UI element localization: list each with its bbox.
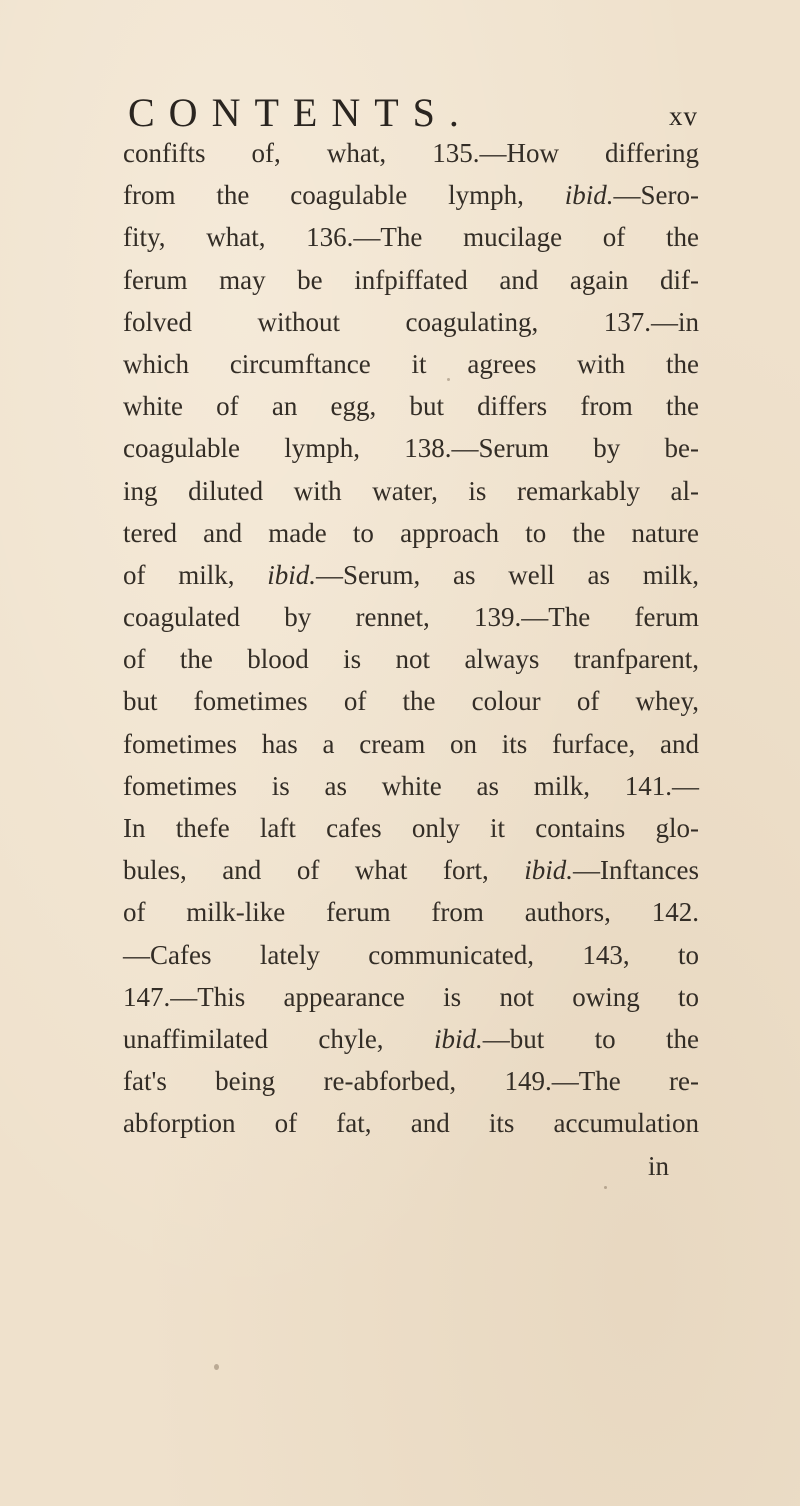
text-segment: of milk-like ferum from authors, 142. [123,897,699,928]
text-segment: fometimes has a cream on its furface, and [123,728,699,759]
paper-speck [447,378,450,381]
text-segment: confifts of, what, 135.—How differing [123,138,699,168]
text-line [123,301,699,343]
italic-text: ibid. [267,559,317,590]
text-segment: ing diluted with water, is remarkably al- [123,475,699,506]
text-line [123,596,699,638]
text-segment: —Serum, as well as milk, [316,559,700,590]
text-line [123,638,699,680]
italic-text: ibid. [524,855,574,886]
text-line [123,132,699,174]
text-segment: 147.—This appearance is not owing to [123,981,699,1012]
text-segment: bules, and of what fort, [123,855,525,886]
body-text [123,132,699,1187]
italic-text: ibid. [433,1023,483,1054]
text-line [123,1102,699,1144]
paper-speck [604,1186,607,1189]
paper-speck [214,1364,219,1370]
catchword: in [647,1150,669,1181]
text-line [123,891,699,933]
text-segment: of the blood is not always tranfparent, [123,644,699,675]
text-line [123,807,699,849]
text-line [123,554,699,596]
text-segment: fat's being re-abforbed, 149.—The re- [123,1066,699,1097]
text-line [123,470,699,512]
text-segment: —Inftances [573,855,699,886]
text-segment: coagulable lymph, 138.—Serum by be- [123,433,699,464]
text-line [123,849,699,891]
text-segment: —Sero- [613,180,699,211]
text-segment: but fometimes of the colour of whey, [123,686,699,717]
text-segment: from the coagulable lymph, [123,180,565,211]
text-segment: which circumftance it agrees with the [123,348,699,379]
text-line [123,174,699,216]
text-segment: of milk, [123,559,268,590]
text-line [123,216,699,258]
running-head [128,88,698,138]
page-number: xv [669,101,698,131]
text-segment: unaffimilated chyle, [123,1023,434,1054]
text-line [123,512,699,554]
text-line [123,259,699,301]
text-line [123,427,699,469]
text-line [123,765,699,807]
running-title: CONTENTS. [128,90,473,135]
text-segment: abforption of fat, and its accumulation [123,1108,699,1139]
text-line [123,976,699,1018]
text-line [123,934,699,976]
text-segment: ferum may be infpiffated and again dif- [123,264,699,295]
text-segment: fometimes is as white as milk, 141.— [123,770,699,801]
text-line [123,680,699,722]
text-segment: white of an egg, but differs from the [123,391,699,422]
text-line [123,385,699,427]
text-segment: coagulated by rennet, 139.—The ferum [123,602,699,633]
text-segment: —Cafes lately communicated, 143, to [123,939,699,970]
italic-text: ibid. [564,180,614,211]
text-line [123,1018,699,1060]
text-line [123,1060,699,1102]
text-segment: tered and made to approach to the nature [123,517,699,548]
text-segment: In thefe laft cafes only it contains glo- [123,813,699,843]
text-segment: —but to the [482,1023,699,1054]
text-segment: folved without coagulating, 137.—in [123,306,699,337]
text-line [123,343,699,385]
text-segment: fity, what, 136.—The mucilage of the [123,222,699,253]
text-line [123,723,699,765]
